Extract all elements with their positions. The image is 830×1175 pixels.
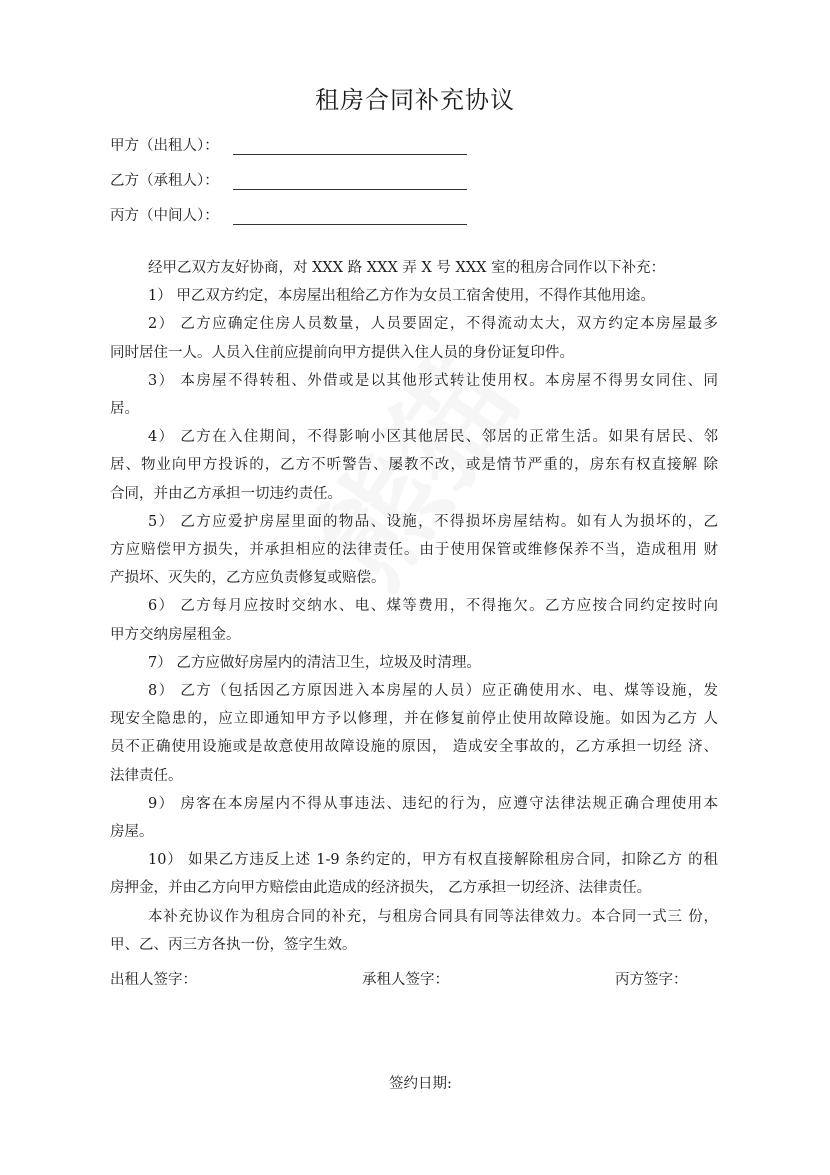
signing-date-label: 签约日期: — [389, 1076, 452, 1092]
paragraph-line: 产损坏、灭失的，乙方应负责修复或赔偿。 — [110, 570, 386, 587]
party-c-blank[interactable] — [233, 210, 467, 225]
paragraph-line: 合同，并由乙方承担一切违约责任。 — [110, 485, 342, 502]
party-c-field — [110, 204, 467, 225]
paragraph-line: 法律责任。 — [110, 767, 183, 784]
paragraph — [110, 592, 718, 648]
paragraph — [110, 649, 718, 677]
paragraph — [110, 423, 718, 508]
intermediary-signature-label: 丙方签字： — [615, 972, 688, 988]
paragraph-line: 居。 — [110, 401, 139, 418]
document-title: 租房合同补充协议 — [315, 86, 515, 114]
party-a-blank[interactable] — [233, 140, 467, 155]
paragraph-line: 房屋。 — [110, 824, 154, 841]
paragraph-line: 7） 乙方应做好房屋内的清洁卫生，垃圾及时清理。 — [148, 654, 481, 671]
paragraph — [110, 367, 718, 423]
paragraph-line: 3） 本房屋不得转租、外借或是以其他形式转让使用权。本房屋不得男女同住、同 — [148, 372, 718, 389]
paragraph-line: 4） 乙方在入住期间，不得影响小区其他居民、邻居的正常生活。如果有居民、邻 — [148, 429, 718, 446]
paragraph-line: 甲、乙、丙三方各执一份，签字生效。 — [110, 936, 357, 953]
party-b-blank[interactable] — [233, 175, 467, 190]
party-c-label: 丙方（中间人）： — [110, 208, 219, 224]
paragraph-line: 同时居住一人。人员入住前应提前向甲方提供入住人员的身份证复印件。 — [110, 344, 574, 361]
paragraph-line: 房押金，并由乙方向甲方赔偿由此造成的经济损失， 乙方承担一切经济、法律责任。 — [110, 880, 652, 897]
paragraph — [110, 903, 718, 959]
lessee-signature-label: 承租人签字： — [362, 972, 449, 988]
paragraph-line: 居、物业向甲方投诉的，乙方不听警告、屡教不改，或是情节严重的，房东有权直接解 除 — [110, 457, 718, 474]
party-a-field — [110, 134, 467, 155]
paragraph-line: 方应赔偿甲方损失，并承担相应的法律责任。由于使用保管或维修保养不当，造成租用 财 — [110, 542, 718, 559]
paragraph-line: 现安全隐患的，应立即通知甲方予以修理，并在修复前停止使用故障设施。如因为乙方 人 — [110, 711, 718, 728]
paragraph-line: 6） 乙方每月应按时交纳水、电、煤等费用，不得拖欠。乙方应按合同约定按时向 — [148, 598, 718, 615]
paragraph-line: 员不正确使用设施或是故意使用故障设施的原因， 造成安全事故的，乙方承担一切经 济、 — [110, 739, 718, 756]
paragraph — [110, 846, 718, 902]
paragraph-line: 8） 乙方（包括因乙方原因进入本房屋的人员）应正确使用水、电、煤等设施，发 — [148, 683, 718, 700]
party-b-field — [110, 169, 467, 190]
paragraph — [110, 508, 718, 593]
paragraph-line: 9） 房客在本房屋内不得从事违法、违纪的行为，应遵守法律法规正确合理使用本 — [148, 795, 718, 812]
paragraph-line: 2） 乙方应确定住房人员数量，人员要固定，不得流动太大，双方约定本房屋最多 — [148, 316, 718, 333]
lessor-signature-label: 出租人签字： — [110, 972, 197, 988]
paragraph-line: 经甲乙双方友好协商，对 XXX 路 XXX 弄 X 号 XXX 室的租房合同作以下补充： — [148, 260, 666, 276]
agreement-body — [110, 254, 718, 959]
paragraph — [110, 254, 718, 282]
paragraph — [110, 677, 718, 790]
paragraph-line: 本补充协议作为租房合同的补充，与租房合同具有同等法律效力。本合同一式三 份， — [148, 908, 718, 925]
paragraph-line: 1） 甲乙双方约定，本房屋出租给乙方作为女员工宿舍使用，不得作其他用途。 — [148, 288, 655, 305]
paragraph-line: 甲方交纳房屋租金。 — [110, 626, 241, 643]
party-a-label: 甲方（出租人）： — [110, 138, 219, 154]
party-b-label: 乙方（承租人）： — [110, 173, 219, 189]
paragraph — [110, 282, 718, 310]
paragraph-line: 5） 乙方应爱护房屋里面的物品、设施，不得损坏房屋结构。如有人为损坏的，乙 — [148, 513, 718, 530]
paragraph-line: 10） 如果乙方违反上述 1-9 条约定的，甲方有权直接解除租房合同，扣除乙方 的租 — [148, 852, 718, 869]
paragraph — [110, 790, 718, 846]
paragraph — [110, 310, 718, 366]
